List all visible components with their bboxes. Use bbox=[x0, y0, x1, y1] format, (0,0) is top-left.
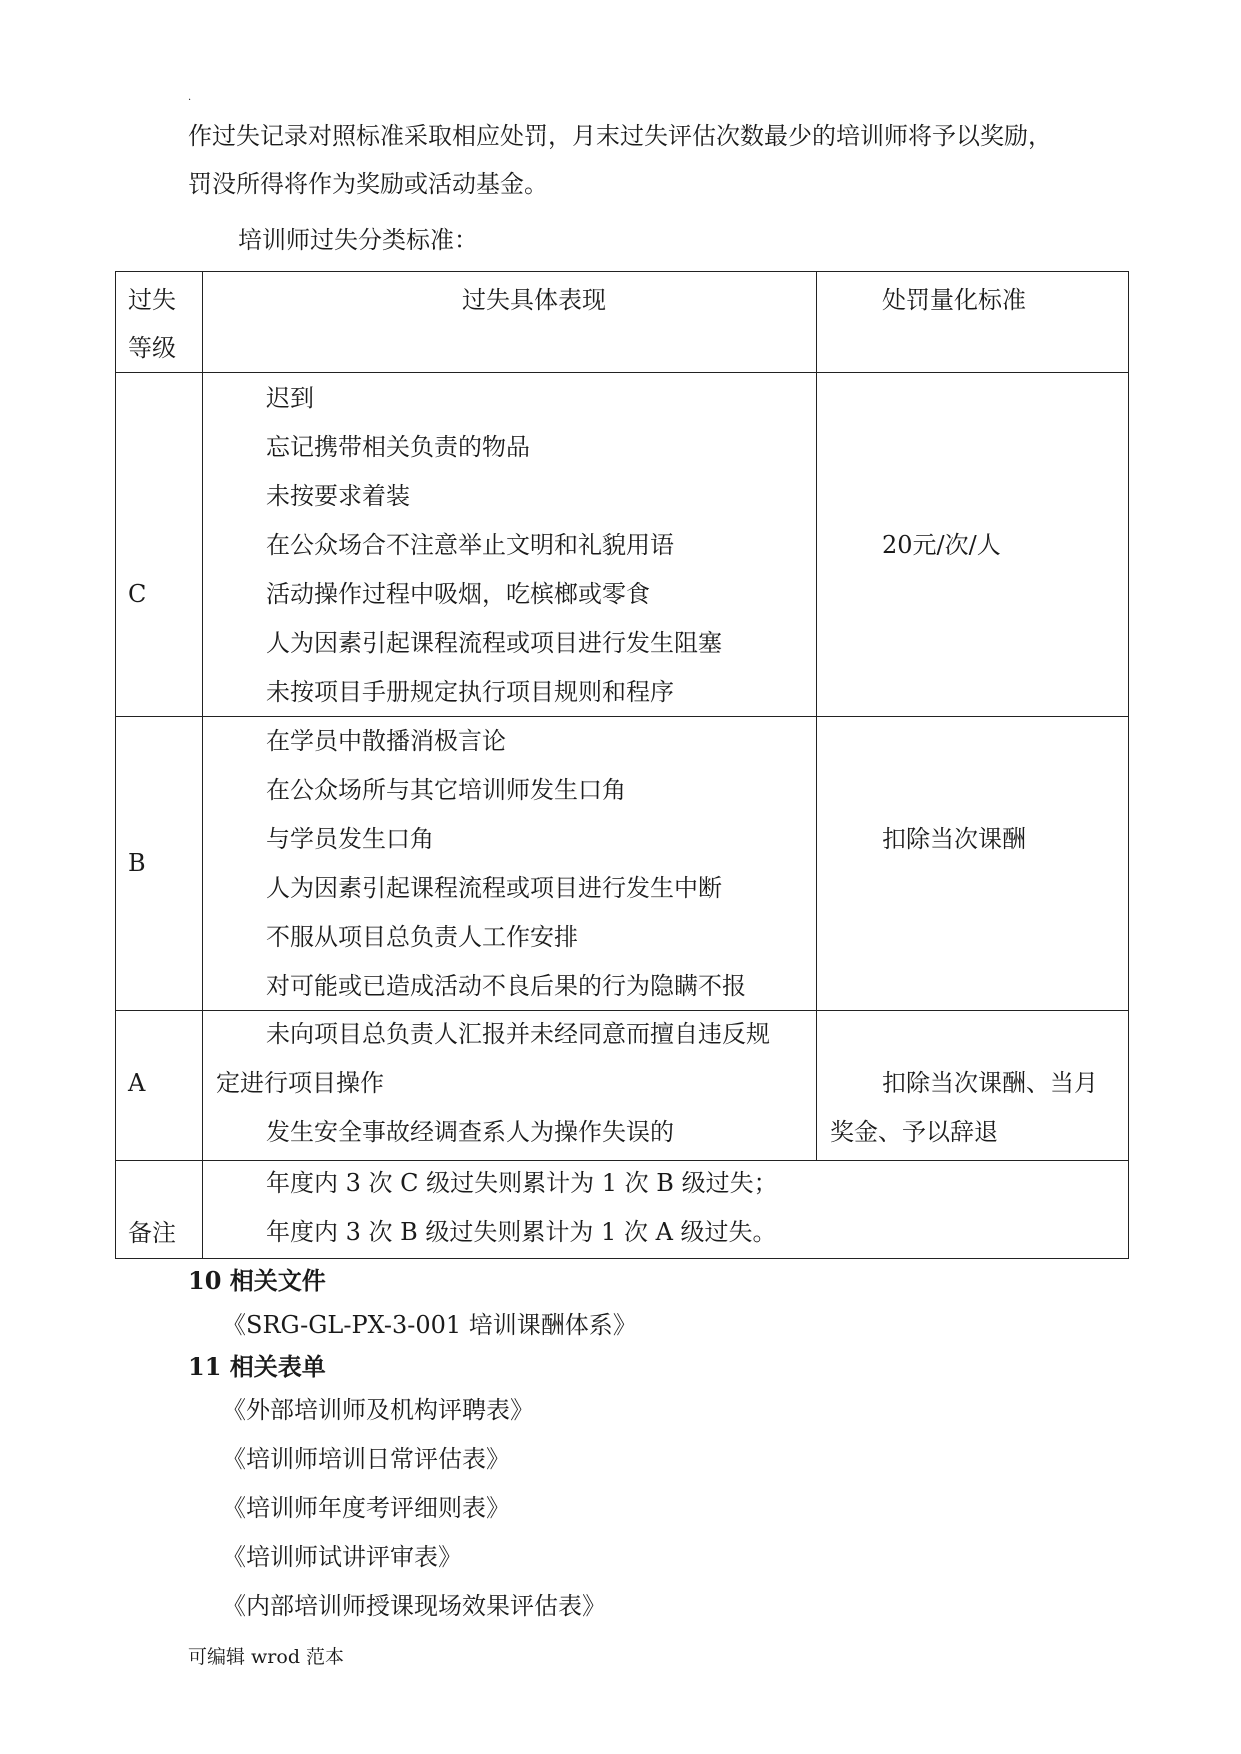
header-penalty: 处罚量化标准 bbox=[882, 286, 1026, 314]
row-a-penalty-line-1: 扣除当次课酬、当月 bbox=[882, 1069, 1098, 1097]
row-c-level: C bbox=[128, 580, 147, 608]
fault-classification-table bbox=[115, 271, 1129, 1259]
row-c-behavior-7: 未按项目手册规定执行项目规则和程序 bbox=[266, 678, 674, 706]
row-a-behavior-1: 未向项目总负责人汇报并未经同意而擅自违反规 bbox=[266, 1020, 770, 1048]
row-divider-c bbox=[116, 716, 1128, 717]
section-10-heading: 10 相关文件 bbox=[188, 1266, 326, 1295]
row-a-level: A bbox=[128, 1069, 146, 1097]
row-b-behavior-6: 对可能或已造成活动不良后果的行为隐瞒不报 bbox=[266, 972, 746, 1000]
row-c-behavior-4: 在公众场合不注意举止文明和礼貌用语 bbox=[266, 531, 674, 559]
row-b-level: B bbox=[128, 849, 146, 877]
header-level-line-2: 等级 bbox=[128, 334, 176, 362]
row-a-behavior-2: 发生安全事故经调查系人为操作失误的 bbox=[266, 1118, 674, 1146]
notes-line-1: 年度内 3 次 C 级过失则累计为 1 次 B 级过失； bbox=[266, 1169, 778, 1197]
row-c-behavior-6: 人为因素引起课程流程或项目进行发生阻塞 bbox=[266, 629, 722, 657]
row-c-behavior-1: 迟到 bbox=[266, 384, 314, 412]
column-divider-1 bbox=[202, 272, 203, 1258]
page-mark: . bbox=[188, 92, 192, 103]
section-10-item-1: 《SRG-GL-PX-3-001 培训课酬体系》 bbox=[222, 1311, 637, 1339]
row-divider-a bbox=[116, 1160, 1128, 1161]
intro-line-1: 作过失记录对照标准采取相应处罚，月末过失评估次数最少的培训师将予以奖励， bbox=[188, 122, 1052, 150]
row-b-behavior-4: 人为因素引起课程流程或项目进行发生中断 bbox=[266, 874, 722, 902]
section-11-item-4: 《培训师试讲评审表》 bbox=[222, 1543, 462, 1571]
footer-text: 可编辑 wrod 范本 bbox=[188, 1646, 345, 1668]
header-level-line-1: 过失 bbox=[128, 286, 176, 314]
notes-line-2: 年度内 3 次 B 级过失则累计为 1 次 A 级过失。 bbox=[266, 1218, 777, 1246]
section-11-item-3: 《培训师年度考评细则表》 bbox=[222, 1494, 510, 1522]
row-a-behavior-1-cont: 定进行项目操作 bbox=[216, 1069, 384, 1097]
row-a-penalty-line-2: 奖金、予以辞退 bbox=[830, 1118, 998, 1146]
row-c-behavior-3: 未按要求着装 bbox=[266, 482, 410, 510]
row-b-behavior-2: 在公众场所与其它培训师发生口角 bbox=[266, 776, 626, 804]
row-b-penalty: 扣除当次课酬 bbox=[882, 825, 1026, 853]
row-b-behavior-5: 不服从项目总负责人工作安排 bbox=[266, 923, 578, 951]
section-11-item-1: 《外部培训师及机构评聘表》 bbox=[222, 1396, 534, 1424]
row-b-behavior-3: 与学员发生口角 bbox=[266, 825, 434, 853]
row-divider-header bbox=[116, 372, 1128, 373]
table-caption: 培训师过失分类标准： bbox=[238, 226, 478, 254]
row-divider-b bbox=[116, 1010, 1128, 1011]
row-c-behavior-5: 活动操作过程中吸烟，吃槟榔或零食 bbox=[266, 580, 650, 608]
row-b-behavior-1: 在学员中散播消极言论 bbox=[266, 727, 506, 755]
intro-line-2: 罚没所得将作为奖励或活动基金。 bbox=[188, 170, 548, 198]
row-c-behavior-2: 忘记携带相关负责的物品 bbox=[266, 433, 530, 461]
row-c-penalty: 20元/次/人 bbox=[882, 531, 1001, 559]
header-behavior: 过失具体表现 bbox=[462, 286, 606, 314]
section-11-item-2: 《培训师培训日常评估表》 bbox=[222, 1445, 510, 1473]
notes-label: 备注 bbox=[128, 1219, 176, 1247]
section-11-heading: 11 相关表单 bbox=[188, 1352, 326, 1381]
section-11-item-5: 《内部培训师授课现场效果评估表》 bbox=[222, 1592, 606, 1620]
